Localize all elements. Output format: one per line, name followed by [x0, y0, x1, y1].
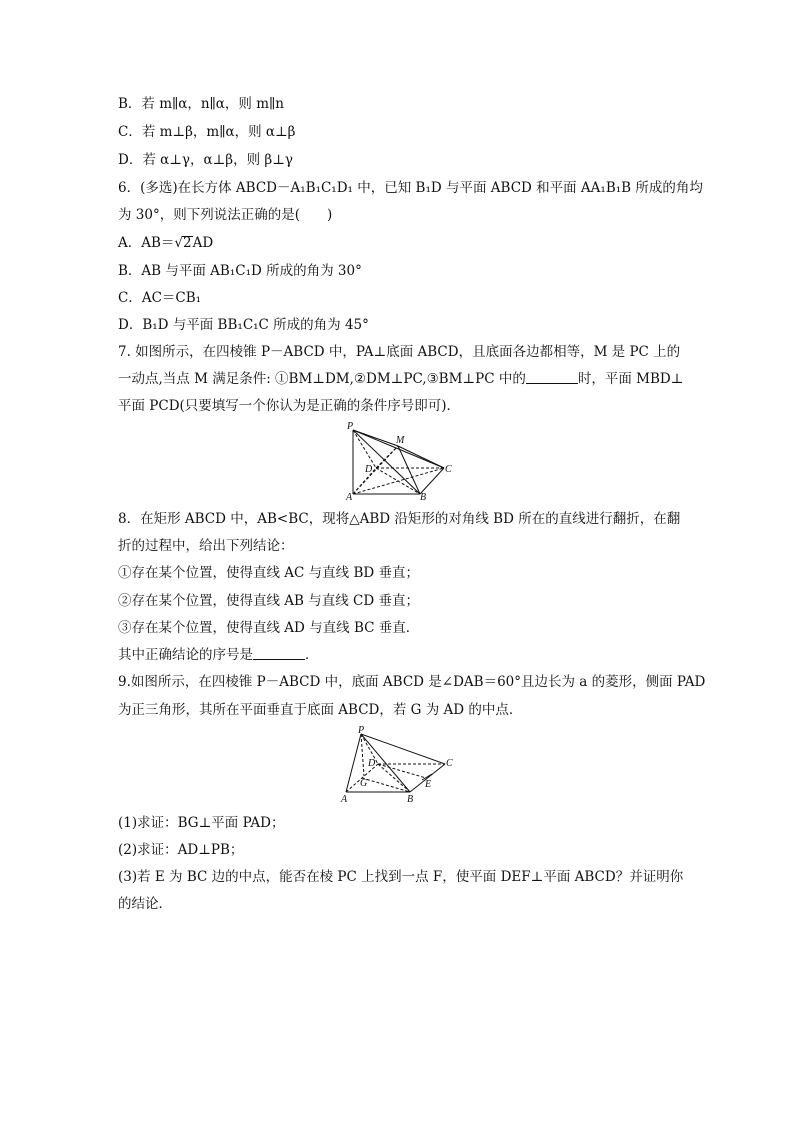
- q9-line-2: 为正三角形，其所在平面垂直于底面 ABCD，若 G 为 AD 的中点．: [118, 702, 523, 718]
- q8-conclusion-3: ③存在某个位置，使得直线 AD 与直线 BC 垂直．: [118, 620, 420, 636]
- q8-ask: [118, 646, 678, 664]
- q6-option-b: B．AB 与平面 AB₁C₁D 所成的角为 30°: [118, 263, 362, 279]
- q8-answer-blank[interactable]: [253, 647, 305, 660]
- q9-part-3-line-2: 的结论．: [118, 896, 172, 912]
- q9-line-1: 9.如图所示，在四棱锥 P－ABCD 中，底面 ABCD 是∠DAB＝60°且边长为 a 的菱形，侧面 PAD: [118, 674, 706, 690]
- q6-stem-line-2: 为 30°，则下列说法正确的是( ): [118, 207, 333, 223]
- q7-label-p: P: [347, 421, 354, 432]
- q7-line-2-prefix: 一动点,当点 M 满足条件: ①BM⊥DM,②DM⊥PC,③BM⊥PC 中的: [118, 371, 526, 387]
- q8-conclusion-2: ②存在某个位置，使得直线 AB 与直线 CD 垂直；: [118, 593, 419, 609]
- sqrt-sign: √: [174, 235, 184, 251]
- q7-label-m: M: [396, 435, 405, 446]
- q9-part-3-line-1: (3)若 E 为 BC 边的中点，能否在棱 PC 上找到一点 F，使平面 DEF⊥平面 ABCD？并证明你: [118, 869, 684, 885]
- q9-label-g: G: [360, 778, 368, 789]
- q6-option-a: [118, 234, 678, 252]
- q6-option-c: C．AC＝CB₁: [118, 290, 202, 306]
- q7-line-3: 平面 PCD(只要填写一个你认为是正确的条件序号即可)．: [118, 398, 461, 414]
- q9-label-b: B: [407, 794, 414, 805]
- q5-option-b: B．若 m∥α，n∥α，则 m∥n: [118, 96, 284, 112]
- q7-label-c: C: [445, 464, 452, 475]
- q6-option-a-prefix: A．AB＝: [118, 235, 175, 251]
- q6-stem-line-1: 6．(多选)在长方体 ABCD－A₁B₁C₁D₁ 中，已知 B₁D 与平面 ABCD 和平面 AA₁B₁B 所成的角均: [118, 180, 703, 196]
- q7-label-d: D: [365, 464, 373, 475]
- q6-option-d: D．B₁D 与平面 BB₁C₁C 所成的角为 45°: [118, 317, 369, 333]
- q5-option-c: C．若 m⊥β，m∥α，则 α⊥β: [118, 124, 296, 140]
- q8-line-2: 折的过程中，给出下列结论：: [118, 538, 294, 554]
- q9-label-a: A: [341, 794, 348, 805]
- q9-pyramid-figure: [334, 726, 464, 806]
- q7-line-2-suffix: 时，平面 MBD⊥: [577, 371, 684, 387]
- q8-ask-suffix: ．: [305, 647, 319, 663]
- q7-label-a: A: [346, 492, 353, 502]
- q7-line-2: [118, 370, 684, 388]
- q9-part-2: (2)求证：AD⊥PB；: [118, 842, 244, 858]
- q9-label-e: E: [425, 779, 432, 790]
- q8-ask-prefix: 其中正确结论的序号是: [118, 647, 253, 663]
- q9-label-d: D: [368, 758, 376, 769]
- q5-option-d: D．若 α⊥γ，α⊥β，则 β⊥γ: [118, 152, 293, 168]
- q8-line-1: 8．在矩形 ABCD 中，AB<BC，现将△ABD 沿矩形的对角线 BD 所在的直线进行翻折，在翻: [118, 511, 681, 527]
- q6-option-a-radicand: 2: [183, 235, 192, 251]
- q7-line-1: 7. 如图所示，在四棱锥 P－ABCD 中，PA⊥底面 ABCD，且底面各边都相等，M 是 PC 上的: [118, 344, 681, 360]
- q7-label-b: B: [420, 492, 427, 502]
- q9-part-1: (1)求证：BG⊥平面 PAD；: [118, 815, 285, 831]
- q9-label-c: C: [446, 758, 453, 769]
- q7-answer-blank[interactable]: [526, 371, 578, 384]
- q6-option-a-suffix: AD: [192, 235, 214, 251]
- q7-pyramid-figure: [338, 420, 458, 502]
- q8-conclusion-1: ①存在某个位置，使得直线 AC 与直线 BD 垂直；: [118, 565, 419, 581]
- q9-label-p: P: [358, 726, 365, 736]
